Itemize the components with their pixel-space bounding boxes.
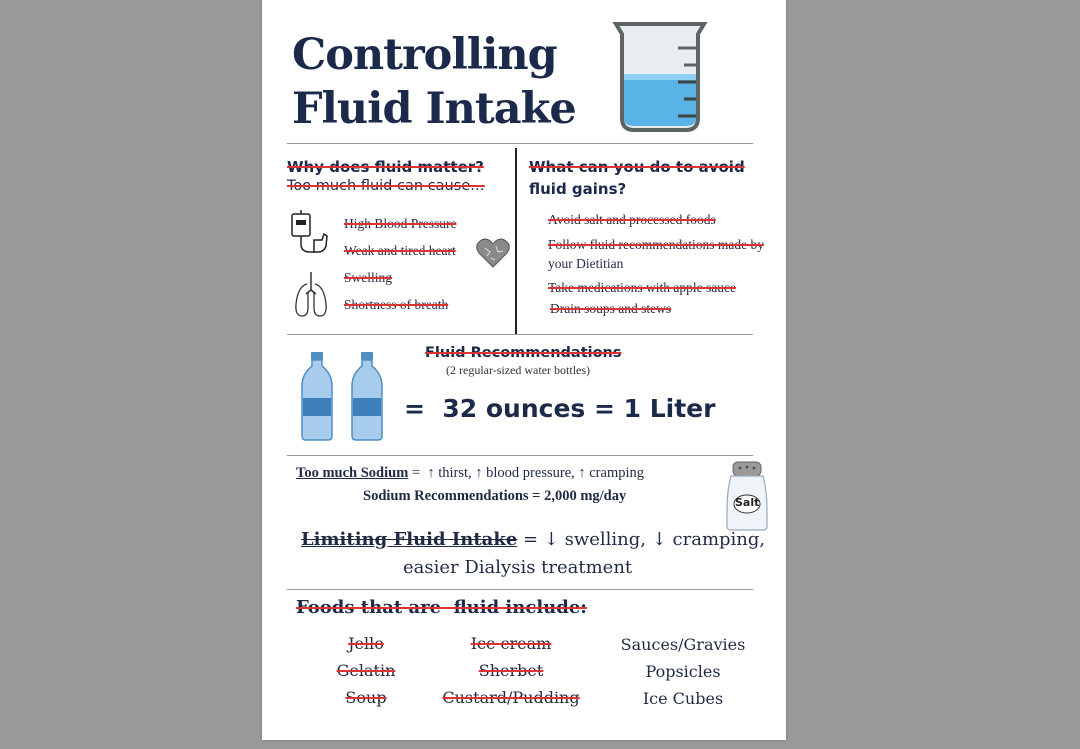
list-item: Weak and tired heart [344, 243, 456, 258]
divider-1 [287, 143, 753, 144]
limiting-label: Limiting Fluid Intake [301, 529, 518, 550]
water-bottle-icon [300, 352, 334, 442]
divider-3 [287, 455, 753, 456]
beaker-icon [610, 20, 710, 134]
limiting-line-2: easier Dialysis treatment [403, 557, 633, 578]
lungs-icon [294, 270, 328, 320]
list-item: Swelling [344, 270, 393, 285]
food-item: Sauces/Gravies [620, 635, 746, 654]
heart-icon [476, 238, 510, 268]
column-divider [515, 148, 517, 334]
food-item: Ice Cubes [642, 689, 724, 708]
sodium-recommendation: Sodium Recommendations = 2,000 mg/day [363, 488, 627, 504]
sodium-line [296, 465, 644, 482]
limiting-effects: = ↓ swelling, ↓ cramping, [517, 529, 766, 550]
list-item: your Dietitian [548, 256, 624, 271]
recommend-subtext: (2 regular-sized water bottles) [446, 363, 591, 377]
food-item: Gelatin [336, 661, 396, 680]
right-heading-line-2: fluid gains? [529, 180, 627, 198]
title-line-1: Controlling [292, 30, 557, 80]
fluid-equation: = 32 ounces = 1 Liter [404, 394, 716, 423]
document-page [262, 0, 786, 740]
list-item: Drain soups and stews [550, 301, 672, 316]
left-heading: Why does fluid matter? [287, 158, 484, 176]
list-item: Take medications with apple sauce [548, 280, 736, 295]
water-bottle-icon [350, 352, 384, 442]
list-item: Follow fluid recommendations made by [548, 237, 764, 252]
salt-label: Salt [735, 496, 760, 509]
foods-heading: Foods that are fluid include: [296, 597, 587, 618]
right-heading [529, 156, 769, 200]
food-item: Custard/Pudding [442, 688, 580, 707]
food-item: Ice cream [470, 634, 552, 653]
list-item: Avoid salt and processed foods [548, 212, 716, 227]
food-item: Jello [348, 634, 384, 653]
iv-bag-icon [290, 210, 330, 258]
food-item: Sherbet [478, 661, 544, 680]
list-item: High Blood Pressure [344, 216, 457, 231]
divider-4 [287, 589, 753, 590]
title-line-2: Fluid Intake [292, 84, 576, 134]
sodium-label: Too much Sodium [296, 465, 409, 481]
sodium-effects: = ↑ thirst, ↑ blood pressure, ↑ cramping [408, 465, 645, 481]
divider-2 [287, 334, 753, 335]
food-item: Popsicles [645, 662, 721, 681]
food-item: Soup [345, 688, 387, 707]
left-subheading: Too much fluid can cause… [287, 178, 485, 194]
limiting-line [301, 529, 765, 550]
recommend-heading: Fluid Recommendations [425, 345, 622, 361]
right-heading-line-1: What can you do to avoid [529, 158, 745, 176]
list-item: Shortness of breath [344, 297, 449, 312]
page-title [292, 28, 576, 136]
